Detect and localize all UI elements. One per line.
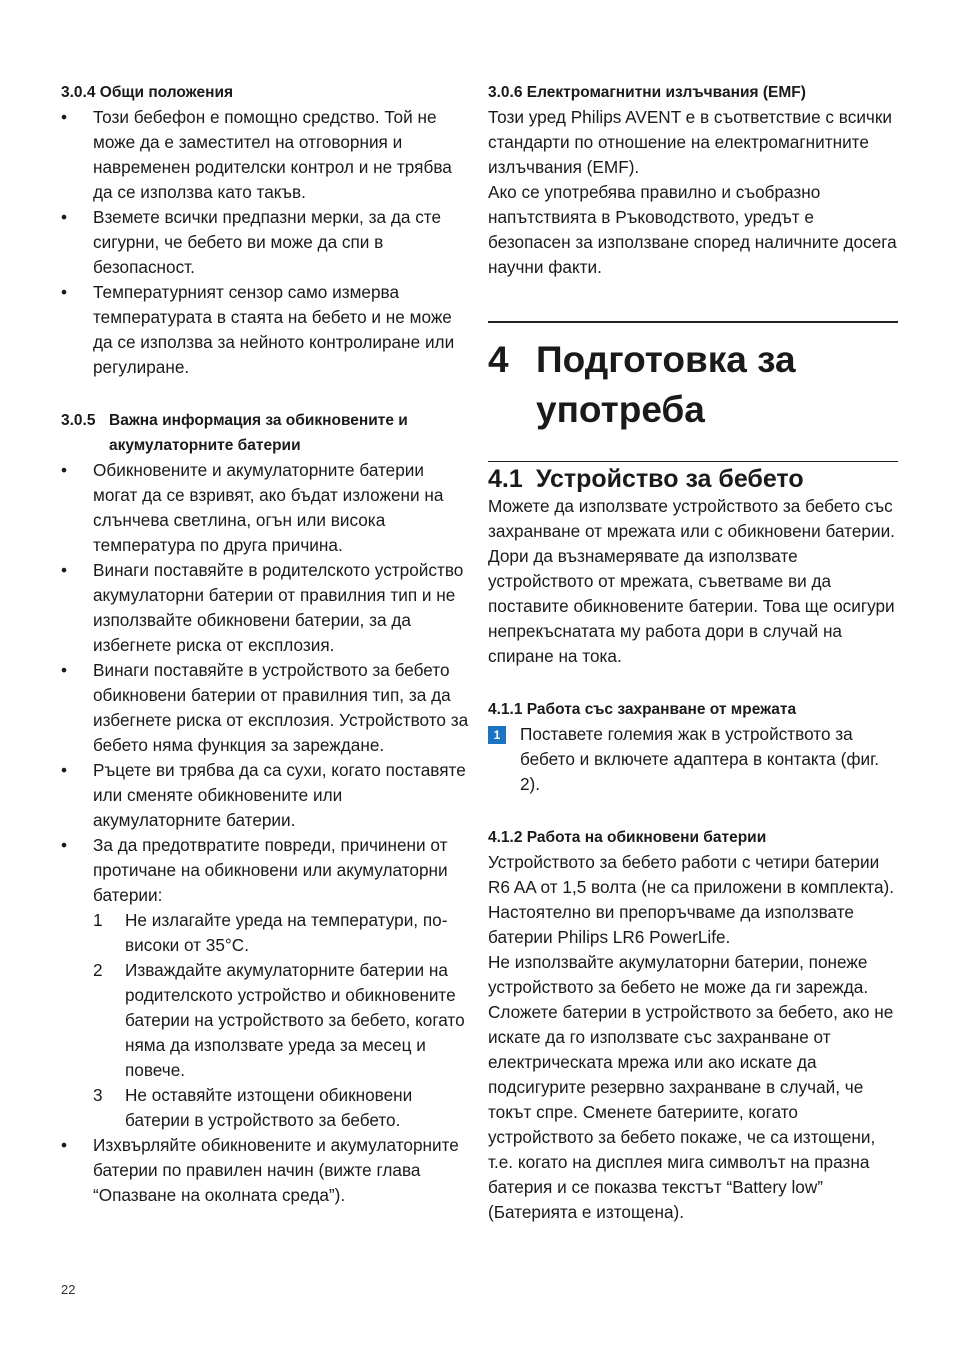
item-number: 2 xyxy=(93,960,103,980)
paragraph: Устройството за бебето работи с четири батерии R6 AA от 1,5 волта (не са приложени в комплекта). Настоятелно ви препоръчваме да използвате батерии Philips LR6 PowerLife. xyxy=(488,852,895,947)
step-item xyxy=(488,722,898,797)
numbered-item xyxy=(93,908,471,958)
list-item xyxy=(61,833,471,1133)
item-text: Не излагайте уреда на температури, по-високи от 35°C. xyxy=(125,910,448,955)
chapter-rule xyxy=(488,321,898,323)
list-item: • Ръцете ви трябва да са сухи, когато поставяте или сменяте обикновените или акумулаторните батерии. xyxy=(61,758,471,833)
section-3-0-4-list xyxy=(61,105,471,380)
list-item: • Температурният сензор само измерва температурата в стаята на бебето и не може да се използва за нейното контролиране или регулиране. xyxy=(61,280,471,380)
section-title: Устройство за бебето xyxy=(536,465,804,493)
paragraph: Ако се употребява правилно и съобразно напътствията в Ръководството, уредът е безопасен за използване според наличните досега научни факти. xyxy=(488,182,897,277)
section-3-0-6-heading: 3.0.6 Електромагнитни излъчвания (EMF) xyxy=(488,84,806,101)
section-4-1-1-heading: 4.1.1 Работа със захранване от мрежата xyxy=(488,701,797,718)
list-item: • Винаги поставяйте в родителското устройство акумулаторни батерии от правилния тип и не използвайте обикновени батерии, за да избегнете риска от експлозия. xyxy=(61,558,471,658)
list-item-text: За да предотвратите повреди, причинени от протичане на обикновени или акумулаторни батерии: xyxy=(93,835,448,905)
list-item: • Обикновените и акумулаторните батерии могат да се взривят, ако бъдат изложени на слънчева светлина, огън или висока температура по друга причина. xyxy=(61,458,471,558)
step-text: Поставете големия жак в устройството за бебето и включете адаптера в контакта (фиг. 2). xyxy=(520,724,880,794)
item-number: 3 xyxy=(93,1085,103,1105)
paragraph: Не използвайте акумулаторни батерии, понеже устройството за бебето не може да ги зарежда. xyxy=(488,952,869,997)
section-number: 4.1 xyxy=(488,465,523,493)
item-text: Не оставяйте изтощени обикновени батерии в устройството за бебето. xyxy=(125,1085,413,1130)
section-3-0-5-heading xyxy=(61,408,471,458)
chapter-title xyxy=(488,335,898,435)
section-3-0-5-title: Важна информация за обикновените и акумулаторните батерии xyxy=(109,412,408,454)
step-number-badge: 1 xyxy=(488,726,506,744)
paragraph: Този уред Philips AVENT е в съответствие с всички стандарти по отношение на електромагнитните излъчвания (EMF). xyxy=(488,107,893,177)
chapter-number: 4 xyxy=(488,339,509,380)
section-rule xyxy=(488,461,898,462)
left-column xyxy=(61,80,471,1208)
paragraph: Сложете батерии в устройството за бебето, ако не искате да го използвате със захранване от електрическата мрежа или ако искате да подсигурите резервно захранване в случай, че токът спре. Сменете батериите, когато устройството за бебето покаже, че са изтощени, т.е. когато на дисплея мига символът на празна батерия и се показва текстът “Battery low” (Батерията е изтощена). xyxy=(488,1002,894,1222)
list-item: • Вземете всички предпазни мерки, за да сте сигурни, че бебето ви може да спи в безопасност. xyxy=(61,205,471,280)
paragraph: Можете да използвате устройството за бебето със захранване от мрежата или с обикновени батерии. Дори да възнамерявате да използвате устройството от мрежата, съветваме ви да поставите обикновените батерии. Това ще осигури непрекъснатата му работа дори в случай на спиране на тока. xyxy=(488,496,895,666)
page-number: 22 xyxy=(61,1282,76,1297)
item-number: 1 xyxy=(93,910,103,930)
section-3-0-5-list xyxy=(61,458,471,1208)
section-4-1-heading xyxy=(488,464,898,494)
right-column xyxy=(488,80,898,1225)
item-text: Изваждайте акумулаторните батерии на родителското устройство и обикновените батерии на устройството за бебето, когато няма да използвате уреда за месец и повече. xyxy=(125,960,465,1080)
list-item: • Изхвърляйте обикновените и акумулаторните батерии по правилен начин (вижте глава “Опазване на околната среда”). xyxy=(61,1133,471,1208)
numbered-item xyxy=(93,1083,471,1133)
section-3-0-5-number: 3.0.5 xyxy=(61,412,96,429)
section-4-1-2-heading: 4.1.2 Работа на обикновени батерии xyxy=(488,829,767,846)
list-item: • Този бебефон е помощно средство. Той не може да е заместител на отговорния и навременен родителски контрол и не трябва да се използва като такъв. xyxy=(61,105,471,205)
list-item: • Винаги поставяйте в устройството за бебето обикновени батерии от правилния тип, за да избегнете риска от експлозия. Устройството за бебето няма функция за зареждане. xyxy=(61,658,471,758)
chapter-text: Подготовка за употреба xyxy=(536,339,796,430)
section-3-0-4-heading: 3.0.4 Общи положения xyxy=(61,84,234,101)
numbered-item xyxy=(93,958,471,1083)
numbered-sublist xyxy=(93,908,471,1133)
